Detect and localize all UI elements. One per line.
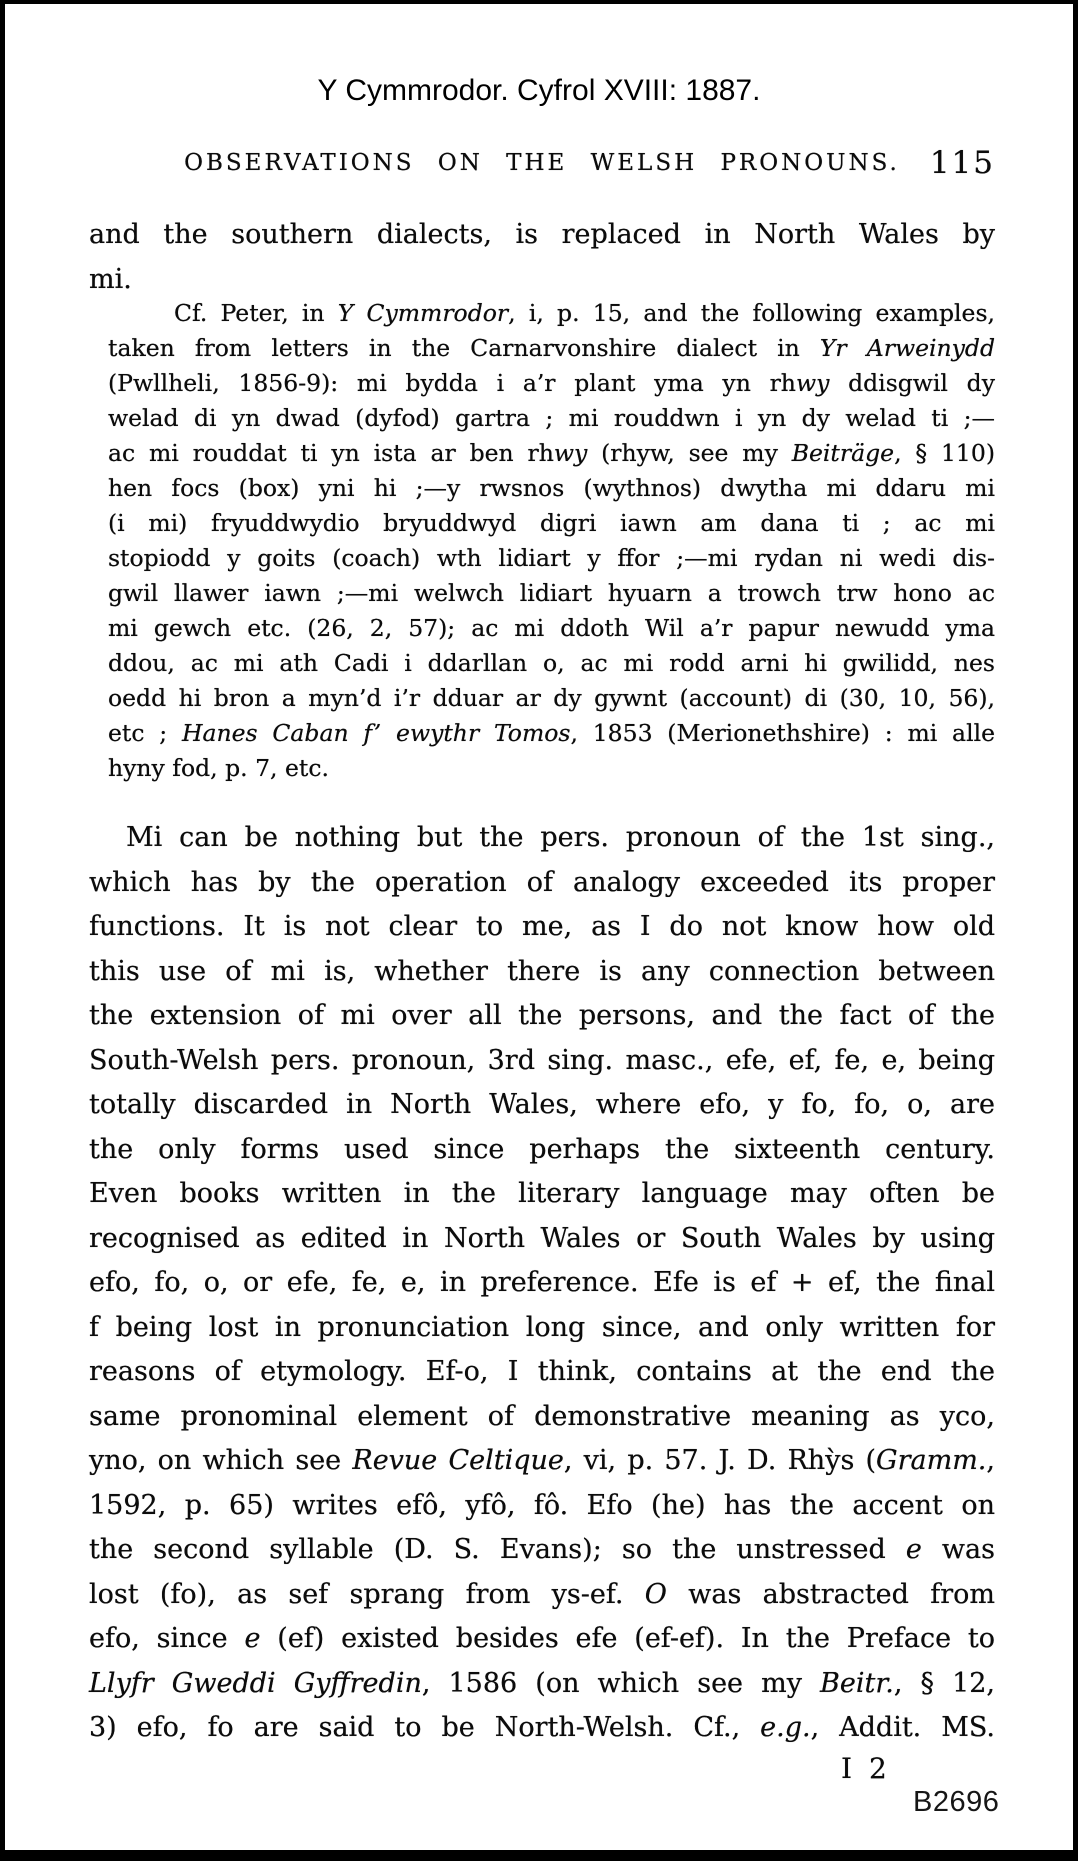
text-line: (Pwllheli, 1856-9): mi bydda i a’r plant yma yn rhwy ddisgwil dy — [108, 369, 995, 397]
text-line: f being lost in pronunciation long since, and only written for — [89, 1311, 995, 1343]
text-line: efo, fo, o, or efe, fe, e, in preference. Efe is ef + ef, the final — [89, 1267, 995, 1298]
citation-block — [108, 296, 995, 786]
text-line: Llyfr Gweddi Gyffredin, 1586 (on which see my Beitr., § 12, — [89, 1667, 996, 1699]
text-line: 1592, p. 65) writes efô, yfô, fô. Efo (he) has the accent on — [89, 1489, 995, 1521]
text-line: ac mi rouddat ti yn ista ar ben rhwy (rhyw, see my Beiträge, § 110) — [108, 439, 995, 467]
text-line: the extension of mi over all the persons, and the fact of the — [89, 1000, 995, 1031]
text-line: etc ; Hanes Caban f’ ewythr Tomos, 1853 (Merionethshire) : mi alle — [108, 719, 996, 747]
text-line: hyny fod, p. 7, etc. — [108, 754, 329, 782]
running-head — [89, 145, 995, 181]
text-line: same pronominal element of demonstrative meaning as yco, — [89, 1400, 995, 1432]
text-line: totally discarded in North Wales, where efo, y fo, fo, o, are — [89, 1089, 995, 1120]
text-line: ddou, ac mi ath Cadi i ddarllan o, ac mi rodd arni hi gwilidd, nes — [108, 649, 995, 677]
text-line: reasons of etymology. Ef-o, I think, contains at the end the — [89, 1356, 995, 1387]
text-line: the only forms used since perhaps the sixteenth century. — [89, 1133, 995, 1165]
text-line: oedd hi bron a myn’d i’r dduar ar dy gywnt (account) di (30, 10, 56), — [108, 684, 995, 712]
main-paragraph — [89, 816, 995, 1751]
text-line: which has by the operation of analogy exceeded its proper — [89, 866, 995, 898]
text-line: (i mi) fryuddwydio bryuddwyd digri iawn am dana ti ; ac mi — [108, 509, 995, 537]
signature-mark: I 2 — [841, 1752, 891, 1785]
text-line: mi. — [89, 264, 132, 295]
text-line: this use of mi is, whether there is any connection between — [89, 955, 995, 987]
paragraph-continuation — [89, 212, 995, 302]
text-line: Cf. Peter, in Y Cymmrodor, i, p. 15, and the following examples, — [174, 299, 995, 327]
text-line: welad di yn dwad (dyfod) gartra ; mi rouddwn i yn dy welad ti ;— — [108, 404, 995, 432]
running-head-title: OBSERVATIONS ON THE WELSH PRONOUNS. — [184, 150, 900, 176]
text-line: yno, on which see Revue Celtique, vi, p. 57. J. D. Rhỳs (Gramm., — [89, 1445, 995, 1476]
text-line: 3) efo, fo are said to be North-Welsh. Cf., e.g., Addit. MS. — [89, 1712, 995, 1743]
text-line: and the southern dialects, is replaced in North Wales by — [89, 219, 995, 250]
text-line: hen focs (box) yni hi ;—y rwsnos (wythnos) dwytha mi ddaru mi — [108, 474, 995, 502]
text-line: gwil llawer iawn ;—mi welwch lidiart hyuarn a trowch trw hono ac — [108, 579, 995, 607]
text-line: Mi can be nothing but the pers. pronoun of the 1st sing., — [126, 822, 995, 853]
text-line: stopiodd y goits (coach) wth lidiart y ffor ;—mi rydan ni wedi dis- — [108, 544, 995, 572]
text-line: the second syllable (D. S. Evans); so the unstressed e was — [89, 1534, 996, 1565]
text-line: taken from letters in the Carnarvonshire dialect in Yr Arweinydd — [108, 334, 995, 362]
page-number: 115 — [929, 145, 995, 181]
text-line: recognised as edited in North Wales or South Wales by using — [89, 1222, 995, 1254]
scan-id-label: B2696 — [913, 1786, 1000, 1818]
text-line: functions. It is not clear to me, as I do not know how old — [89, 911, 995, 942]
text-line: South-Welsh pers. pronoun, 3rd sing. masc., efe, ef, fe, e, being — [89, 1044, 995, 1076]
text-line: lost (fo), as sef sprang from ys-ef. O was abstracted from — [89, 1578, 995, 1610]
text-line: efo, since e (ef) existed besides efe (ef-ef). In the Preface to — [89, 1623, 995, 1654]
text-line: mi gewch etc. (26, 2, 57); ac mi ddoth Wil a’r papur newudd yma — [108, 614, 995, 642]
volume-title: Y Cymmrodor. Cyfrol XVIII: 1887. — [317, 74, 761, 107]
text-line: Even books written in the literary language may often be — [89, 1178, 995, 1209]
